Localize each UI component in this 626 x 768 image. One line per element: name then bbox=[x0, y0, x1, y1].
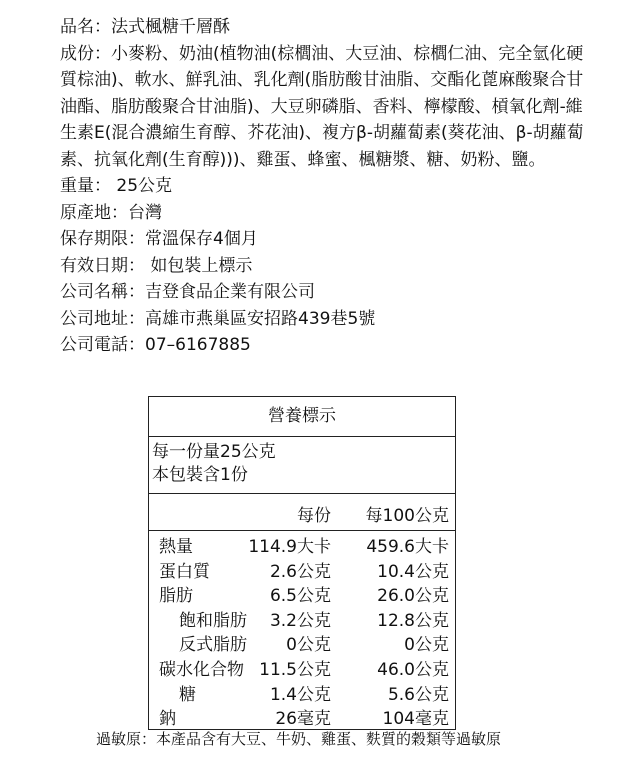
ingredients-line: 成份：小麥粉、奶油(植物油(棕櫚油、大豆油、棕櫚仁油、完全氫化硬質棕油)、軟水、鮮乳油、乳化劑(脂肪酸甘油脂、交酯化蓖麻酸聚合甘油酯、脂肪酸聚合甘油脂)、大豆卵磷脂、香料、檸檬酸、槓氧化劑-維生素E(混合濃縮生育醇、芥花油)、複方β-胡蘿蔔素(葵花油、β-胡蘿蔔素、抗氧化劑(生育醇)))、雞蛋、蜂蜜、楓糖漿、糖、奶粉、鹽。 bbox=[60, 43, 584, 170]
nutrition-facts-table bbox=[148, 396, 456, 730]
nutrient-name: 脂肪 bbox=[159, 586, 193, 607]
nutrient-per-100g: 459.6大卡 bbox=[366, 537, 449, 557]
nutrient-name: 糖 bbox=[179, 684, 196, 705]
expiry-line: 有效日期： 如包裝上標示 bbox=[60, 255, 253, 276]
nutrition-row bbox=[149, 609, 455, 634]
nutrition-title: 營養標示 bbox=[149, 397, 455, 437]
origin-line: 原產地：台灣 bbox=[60, 202, 162, 223]
weight-line: 重量： 25公克 bbox=[60, 176, 173, 196]
nutrient-name: 反式脂肪 bbox=[179, 635, 247, 656]
shelf-life-line: 保存期限：常溫保存4個月 bbox=[60, 229, 258, 249]
company-name-line: 公司名稱：吉登食品企業有限公司 bbox=[60, 282, 315, 302]
company-phone-line: 公司電話：07–6167885 bbox=[60, 335, 251, 355]
nutrient-per-serving: 3.2公克 bbox=[269, 610, 331, 631]
column-per-100g: 每100公克 bbox=[365, 506, 449, 526]
nutrition-row bbox=[149, 560, 455, 585]
nutrition-column-header bbox=[149, 504, 455, 528]
nutrition-rows bbox=[149, 530, 455, 732]
serving-info bbox=[149, 437, 455, 494]
nutrient-name: 熱量 bbox=[159, 537, 193, 557]
nutrient-per-100g: 46.0公克 bbox=[377, 659, 449, 680]
nutrient-per-100g: 10.4公克 bbox=[377, 561, 449, 582]
nutrient-name: 鈉 bbox=[159, 709, 176, 730]
nutrient-name: 碳水化合物 bbox=[159, 659, 244, 680]
column-per-serving: 每份 bbox=[297, 506, 331, 526]
servings-per-package: 本包裝含1份 bbox=[152, 465, 248, 485]
nutrient-per-serving: 6.5公克 bbox=[269, 586, 331, 607]
product-name-line: 品名：法式楓糖千層酥 bbox=[60, 17, 230, 37]
nutrient-per-serving: 114.9大卡 bbox=[248, 537, 331, 557]
nutrient-per-100g: 0公克 bbox=[404, 635, 449, 656]
nutrient-per-serving: 2.6公克 bbox=[269, 561, 331, 582]
allergen-note: 過敏原：本產品含有大豆、牛奶、雞蛋、麩質的穀類等過敏原 bbox=[96, 730, 502, 748]
nutrient-per-serving: 1.4公克 bbox=[269, 684, 331, 705]
nutrient-per-100g: 26.0公克 bbox=[377, 586, 449, 607]
nutrient-per-serving: 11.5公克 bbox=[259, 659, 331, 680]
nutrition-row bbox=[149, 658, 455, 683]
nutrient-per-serving: 26毫克 bbox=[275, 709, 331, 730]
nutrition-row bbox=[149, 707, 455, 732]
serving-size: 每一份量25公克 bbox=[152, 442, 276, 462]
nutrient-per-100g: 5.6公克 bbox=[387, 684, 449, 705]
nutrient-name: 蛋白質 bbox=[159, 561, 210, 582]
nutrient-per-100g: 104毫克 bbox=[382, 709, 449, 730]
nutrient-per-100g: 12.8公克 bbox=[377, 610, 449, 631]
nutrition-row bbox=[149, 535, 455, 560]
company-address-line: 公司地址：高雄市燕巢區安招路439巷5號 bbox=[60, 308, 376, 329]
nutrition-row bbox=[149, 633, 455, 658]
nutrient-per-serving: 0公克 bbox=[286, 635, 331, 656]
nutrient-name: 飽和脂肪 bbox=[179, 610, 247, 631]
product-info bbox=[60, 14, 590, 359]
nutrition-row bbox=[149, 584, 455, 609]
nutrition-row bbox=[149, 683, 455, 708]
